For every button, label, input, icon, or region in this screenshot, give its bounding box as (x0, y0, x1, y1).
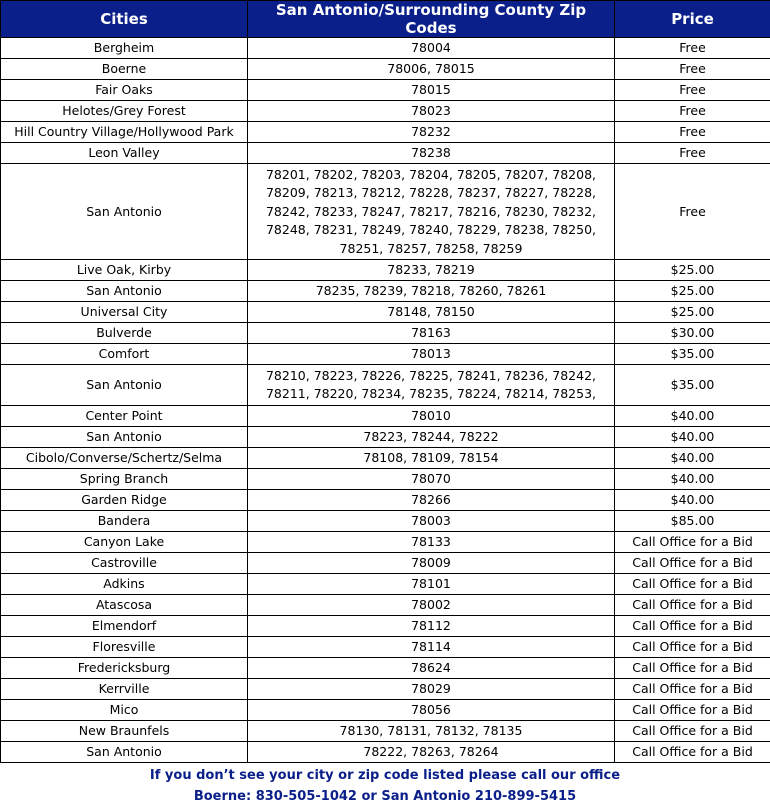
price-cell: Free (615, 80, 770, 101)
zip-codes-cell: 78114 (248, 637, 615, 658)
table-row (1, 679, 770, 700)
table-row (1, 511, 770, 532)
zip-codes-cell: 78223, 78244, 78222 (248, 427, 615, 448)
price-cell: Call Office for a Bid (615, 721, 770, 742)
zip-codes-cell: 78029 (248, 679, 615, 700)
zip-codes-cell: 78009 (248, 553, 615, 574)
price-cell: $40.00 (615, 406, 770, 427)
city-cell: Atascosa (1, 595, 248, 616)
price-cell: Call Office for a Bid (615, 595, 770, 616)
table-row (1, 721, 770, 742)
table-row (1, 406, 770, 427)
price-cell: $40.00 (615, 448, 770, 469)
zip-codes-cell: 78148, 78150 (248, 302, 615, 323)
city-cell: Cibolo/Converse/Schertz/Selma (1, 448, 248, 469)
city-cell: Comfort (1, 344, 248, 365)
zip-codes-cell: 78006, 78015 (248, 59, 615, 80)
table-row (1, 532, 770, 553)
table-row (1, 80, 770, 101)
table-row (1, 553, 770, 574)
price-cell: Free (615, 101, 770, 122)
footer-phone-numbers: Boerne: 830-505-1042 or San Antonio 210-899-5415 (0, 786, 770, 807)
zip-codes-cell: 78003 (248, 511, 615, 532)
price-cell: Free (615, 164, 770, 260)
zip-codes-cell: 78201, 78202, 78203, 78204, 78205, 78207, 78208, 78209, 78213, 78212, 78228, 78237, 78227, 78228, 78242, 78233, 78247, 78217, 78216, 78230, 78232, 78248, 78231, 78249, 78240, 78229, 78238, 78250, 78251, 78257, 78258, 78259 (248, 164, 615, 260)
city-cell: Boerne (1, 59, 248, 80)
price-cell: $40.00 (615, 469, 770, 490)
table-row (1, 323, 770, 344)
zip-codes-cell: 78210, 78223, 78226, 78225, 78241, 78236, 78242, 78211, 78220, 78234, 78235, 78224, 78214, 78253, (248, 365, 615, 406)
price-cell: Call Office for a Bid (615, 532, 770, 553)
city-cell: Spring Branch (1, 469, 248, 490)
city-cell: Fair Oaks (1, 80, 248, 101)
zip-codes-cell: 78004 (248, 38, 615, 59)
zip-codes-cell: 78002 (248, 595, 615, 616)
table-row (1, 38, 770, 59)
price-cell: Free (615, 38, 770, 59)
footer-note: If you don’t see your city or zip code listed please call our office (0, 765, 770, 786)
price-cell: $40.00 (615, 427, 770, 448)
price-cell: Call Office for a Bid (615, 700, 770, 721)
zip-codes-cell: 78266 (248, 490, 615, 511)
city-cell: Fredericksburg (1, 658, 248, 679)
city-cell: Floresville (1, 637, 248, 658)
table-row (1, 574, 770, 595)
city-cell: Live Oak, Kirby (1, 260, 248, 281)
price-cell: Free (615, 143, 770, 164)
table-row (1, 469, 770, 490)
price-cell: Call Office for a Bid (615, 553, 770, 574)
city-cell: Helotes/Grey Forest (1, 101, 248, 122)
city-cell: San Antonio (1, 164, 248, 260)
price-cell: $25.00 (615, 260, 770, 281)
table-row (1, 143, 770, 164)
price-cell: Call Office for a Bid (615, 679, 770, 700)
table-row (1, 448, 770, 469)
zip-codes-cell: 78108, 78109, 78154 (248, 448, 615, 469)
price-cell: Call Office for a Bid (615, 637, 770, 658)
table-row (1, 742, 770, 763)
contact-footer (0, 763, 770, 807)
table-row (1, 427, 770, 448)
zip-codes-cell: 78222, 78263, 78264 (248, 742, 615, 763)
price-cell: Free (615, 59, 770, 80)
table-row (1, 490, 770, 511)
table-row (1, 616, 770, 637)
zip-codes-cell: 78070 (248, 469, 615, 490)
zip-codes-cell: 78015 (248, 80, 615, 101)
table-row (1, 101, 770, 122)
city-cell: Leon Valley (1, 143, 248, 164)
zip-codes-cell: 78112 (248, 616, 615, 637)
city-cell: San Antonio (1, 365, 248, 406)
table-row (1, 365, 770, 406)
zip-codes-cell: 78163 (248, 323, 615, 344)
zip-codes-cell: 78010 (248, 406, 615, 427)
table-row (1, 260, 770, 281)
city-cell: Center Point (1, 406, 248, 427)
price-cell: $85.00 (615, 511, 770, 532)
price-cell: $25.00 (615, 281, 770, 302)
zip-codes-cell: 78233, 78219 (248, 260, 615, 281)
city-cell: New Braunfels (1, 721, 248, 742)
zip-codes-cell: 78101 (248, 574, 615, 595)
price-cell: Free (615, 122, 770, 143)
city-cell: San Antonio (1, 281, 248, 302)
table-header-row (1, 1, 770, 38)
price-cell: $40.00 (615, 490, 770, 511)
city-cell: Bandera (1, 511, 248, 532)
city-cell: San Antonio (1, 742, 248, 763)
table-row (1, 281, 770, 302)
table-row (1, 302, 770, 323)
price-cell: Call Office for a Bid (615, 742, 770, 763)
table-row (1, 637, 770, 658)
price-cell: $35.00 (615, 365, 770, 406)
city-cell: Universal City (1, 302, 248, 323)
city-cell: Kerrville (1, 679, 248, 700)
price-cell: $35.00 (615, 344, 770, 365)
price-cell: Call Office for a Bid (615, 658, 770, 679)
table-row (1, 344, 770, 365)
price-cell: $30.00 (615, 323, 770, 344)
zip-codes-column-header: San Antonio/Surrounding County Zip Codes (248, 1, 615, 38)
cities-column-header: Cities (1, 1, 248, 38)
city-cell: Bergheim (1, 38, 248, 59)
city-cell: Mico (1, 700, 248, 721)
zip-codes-cell: 78133 (248, 532, 615, 553)
table-row (1, 122, 770, 143)
city-cell: Hill Country Village/Hollywood Park (1, 122, 248, 143)
table-row (1, 700, 770, 721)
table-row (1, 164, 770, 260)
zip-codes-cell: 78624 (248, 658, 615, 679)
price-cell: Call Office for a Bid (615, 574, 770, 595)
city-cell: Castroville (1, 553, 248, 574)
zip-codes-cell: 78023 (248, 101, 615, 122)
table-row (1, 658, 770, 679)
table-row (1, 595, 770, 616)
city-cell: Canyon Lake (1, 532, 248, 553)
price-column-header: Price (615, 1, 770, 38)
zip-codes-cell: 78235, 78239, 78218, 78260, 78261 (248, 281, 615, 302)
city-cell: Garden Ridge (1, 490, 248, 511)
zip-codes-cell: 78013 (248, 344, 615, 365)
city-cell: Adkins (1, 574, 248, 595)
zip-codes-cell: 78056 (248, 700, 615, 721)
city-cell: Elmendorf (1, 616, 248, 637)
price-cell: $25.00 (615, 302, 770, 323)
price-cell: Call Office for a Bid (615, 616, 770, 637)
zip-codes-cell: 78130, 78131, 78132, 78135 (248, 721, 615, 742)
zip-codes-cell: 78232 (248, 122, 615, 143)
city-cell: San Antonio (1, 427, 248, 448)
zip-codes-cell: 78238 (248, 143, 615, 164)
table-row (1, 59, 770, 80)
city-cell: Bulverde (1, 323, 248, 344)
